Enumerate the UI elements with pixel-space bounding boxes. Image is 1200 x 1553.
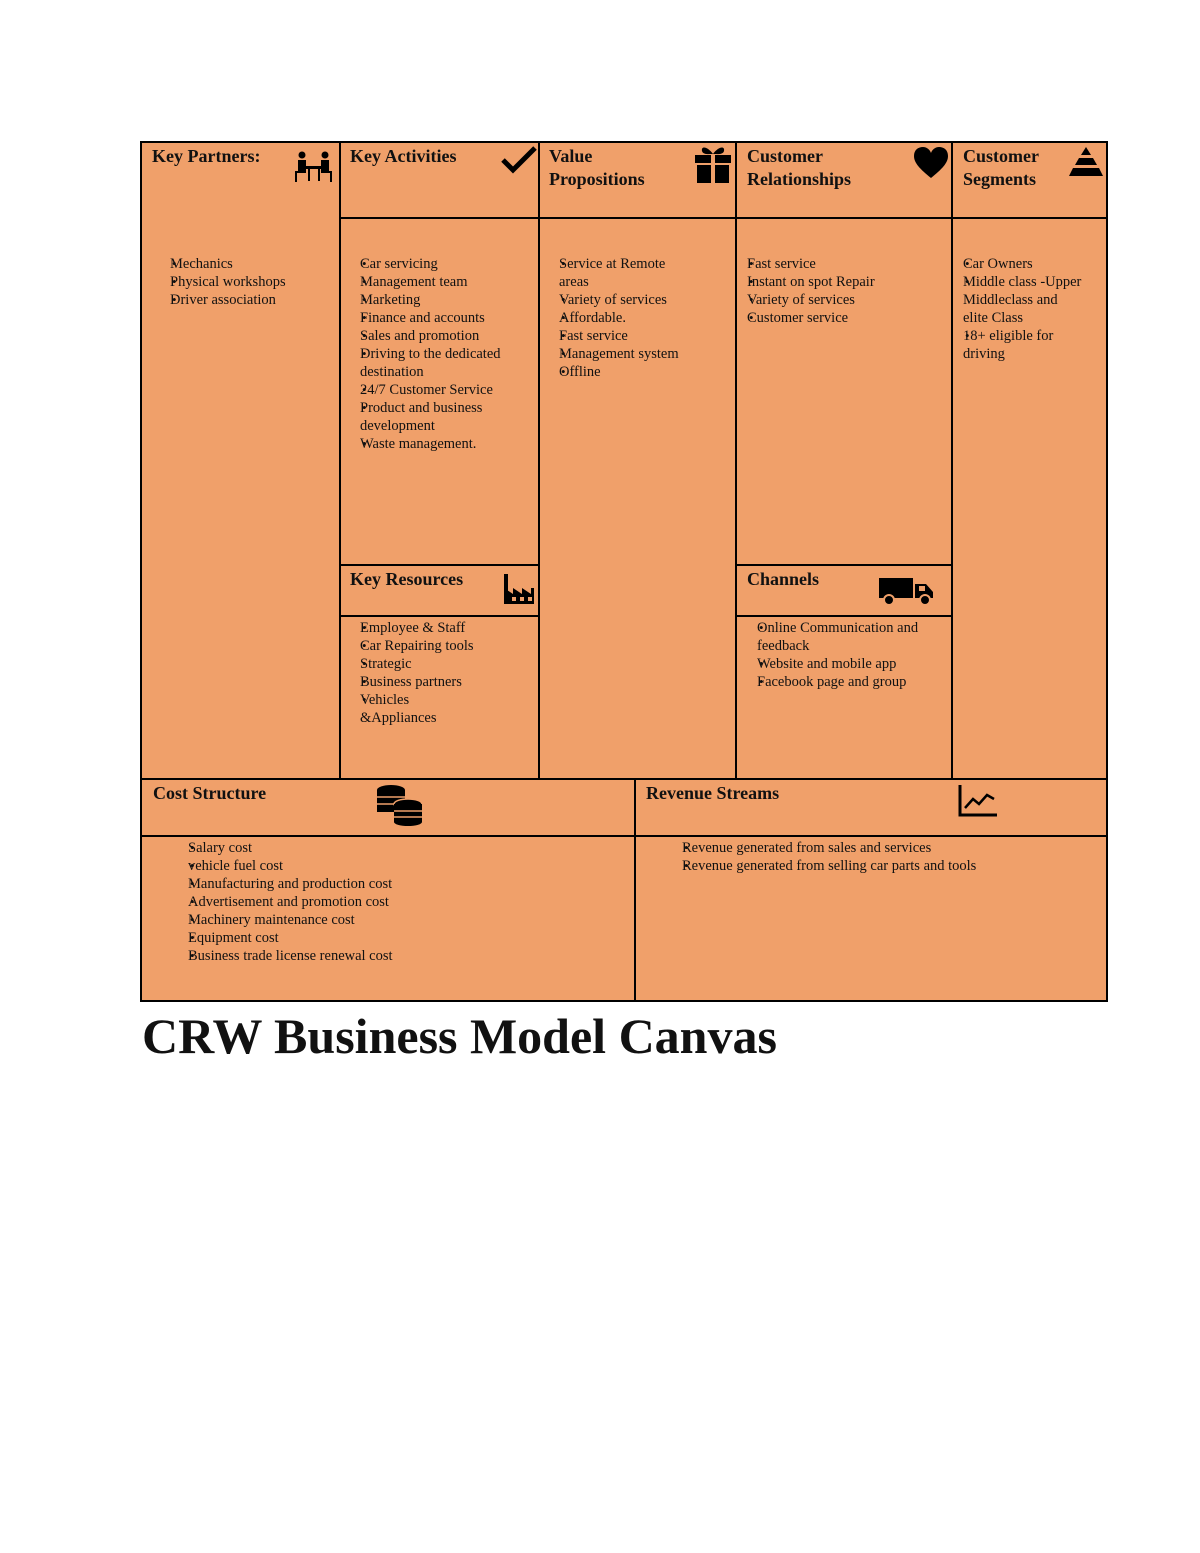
canvas-border-top xyxy=(140,141,1108,143)
factory-icon xyxy=(503,574,535,604)
list-item: • Finance and accounts xyxy=(360,309,534,327)
list-item: • Driving to the dedicated destination xyxy=(360,345,534,381)
list-item: • Strategic xyxy=(360,655,534,673)
divider xyxy=(339,564,539,566)
divider xyxy=(634,778,636,1001)
list-item: • Service at Remote areas xyxy=(559,255,731,291)
list-item: • Facebook page and group xyxy=(757,673,947,691)
list-item: • Website and mobile app xyxy=(757,655,947,673)
pyramid-icon xyxy=(1068,146,1104,178)
list-item: • Customer service xyxy=(747,309,947,327)
list-item: • Mechanics xyxy=(170,255,330,273)
channels-list xyxy=(757,619,947,691)
list-item: • Online Communication and feedback xyxy=(757,619,947,655)
canvas-border-right xyxy=(1106,141,1108,1002)
list-item: • Affordable. xyxy=(559,309,731,327)
revenue-streams-heading: Revenue Streams xyxy=(646,783,780,803)
list-item: • Offline xyxy=(559,363,731,381)
list-item: • Sales and promotion xyxy=(360,327,534,345)
list-item: • 24/7 Customer Service xyxy=(360,381,534,399)
value-propositions-heading: Value Propositions xyxy=(549,146,645,189)
list-item: • Fast service xyxy=(559,327,731,345)
list-item: • Revenue generated from selling car parts and tools xyxy=(682,857,1102,875)
customer-relationships-list xyxy=(747,255,947,327)
list-item: • Management system xyxy=(559,345,731,363)
list-item: • Management team xyxy=(360,273,534,291)
gift-icon xyxy=(695,144,731,184)
list-item: • Employee & Staff xyxy=(360,619,534,637)
divider xyxy=(140,835,1108,837)
list-item: • Revenue generated from sales and services xyxy=(682,839,1102,857)
key-resources-heading: Key Resources xyxy=(350,569,464,589)
cost-structure-heading: Cost Structure xyxy=(153,783,267,803)
value-propositions-list xyxy=(559,255,731,381)
divider xyxy=(735,564,952,566)
delivery-truck-icon xyxy=(879,576,935,606)
list-item: • Machinery maintenance cost xyxy=(188,911,608,929)
list-item: • Variety of services xyxy=(559,291,731,309)
customer-relationships-heading: Customer Relationships xyxy=(747,146,852,189)
list-item: • Middle class -Upper Middleclass and elite Class xyxy=(963,273,1103,327)
list-item: • Equipment cost xyxy=(188,929,608,947)
key-activities-list xyxy=(360,255,534,453)
divider xyxy=(735,615,952,617)
list-item: • vehicle fuel cost xyxy=(188,857,608,875)
partners-meeting-icon xyxy=(293,150,335,184)
page-title: CRW Business Model Canvas xyxy=(142,1008,777,1064)
list-item: • Product and business development xyxy=(360,399,534,435)
coins-icon xyxy=(376,784,424,826)
key-resources-list xyxy=(360,619,534,727)
divider xyxy=(538,141,540,780)
key-partners-heading: Key Partners: xyxy=(152,146,261,166)
key-activities-heading: Key Activities xyxy=(350,146,457,166)
list-item: • Instant on spot Repair xyxy=(747,273,947,291)
line-chart-icon xyxy=(958,785,998,817)
list-item: • Variety of services xyxy=(747,291,947,309)
customer-segments-heading: Customer Segments xyxy=(963,146,1039,189)
revenue-streams-list xyxy=(682,839,1102,875)
divider xyxy=(339,217,1107,219)
list-item: • Car Repairing tools xyxy=(360,637,534,655)
divider xyxy=(140,778,1108,780)
list-item: • 18+ eligible for driving xyxy=(963,327,1103,363)
heart-icon xyxy=(914,147,948,179)
cost-structure-list xyxy=(188,839,608,965)
list-item: • Waste management. xyxy=(360,435,534,453)
list-item: • Advertisement and promotion cost xyxy=(188,893,608,911)
divider xyxy=(339,141,341,780)
key-partners-list xyxy=(170,255,330,309)
list-item: • Car Owners xyxy=(963,255,1103,273)
list-item: • Business partners xyxy=(360,673,534,691)
list-item: • Business trade license renewal cost xyxy=(188,947,608,965)
list-item: • Vehicles &Appliances xyxy=(360,691,534,727)
canvas-border-bottom xyxy=(140,1000,1108,1002)
customer-segments-list xyxy=(963,255,1103,363)
list-item: • Physical workshops xyxy=(170,273,330,291)
canvas-border-left xyxy=(140,141,142,1002)
divider xyxy=(735,141,737,780)
list-item: • Driver association xyxy=(170,291,330,309)
checkmark-icon xyxy=(500,146,538,174)
list-item: • Salary cost xyxy=(188,839,608,857)
divider xyxy=(339,615,539,617)
list-item: • Fast service xyxy=(747,255,947,273)
list-item: • Marketing xyxy=(360,291,534,309)
list-item: • Car servicing xyxy=(360,255,534,273)
channels-heading: Channels xyxy=(747,569,820,589)
divider xyxy=(951,141,953,780)
list-item: • Manufacturing and production cost xyxy=(188,875,608,893)
